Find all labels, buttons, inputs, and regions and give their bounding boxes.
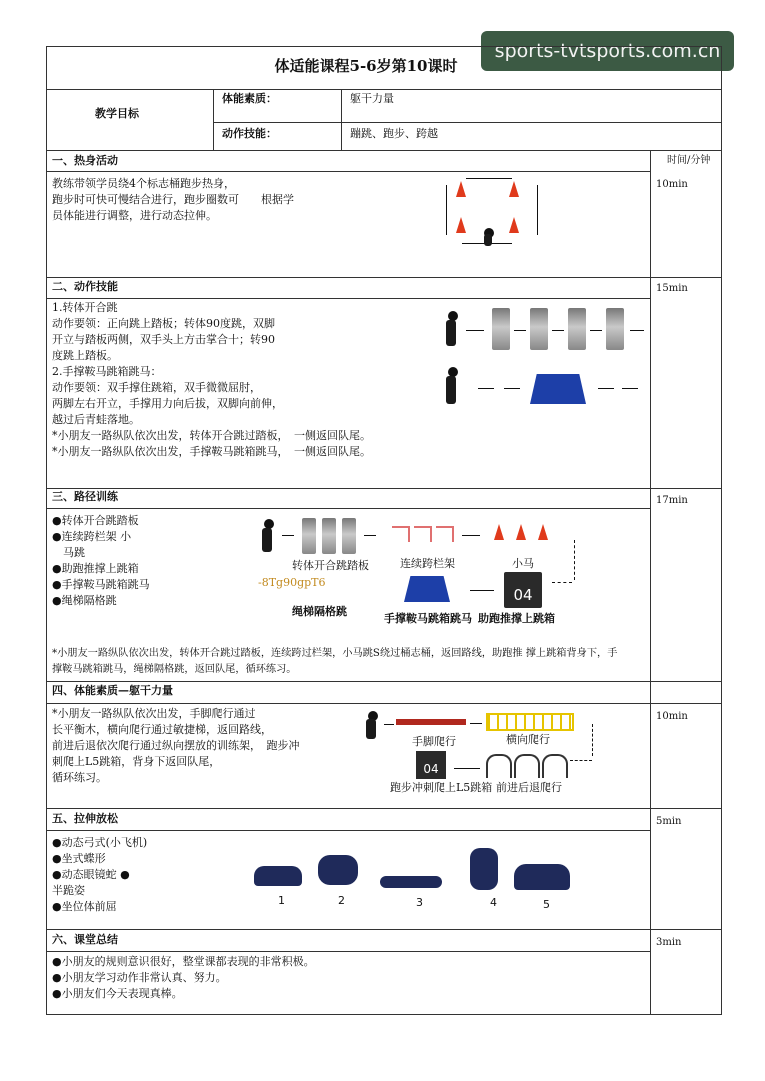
caption-box-climb: 跑步冲刺爬上L5跳箱: [390, 781, 493, 794]
goals-label: 教学目标: [95, 107, 139, 120]
list-item: ●绳梯隔格跳: [52, 594, 117, 607]
page-title: 体适能课程5-6岁第10课时: [274, 57, 458, 75]
vault-box-icon: [530, 374, 586, 404]
pose-number: 2: [338, 894, 345, 907]
list-item: ●动态弓式(小飞机): [52, 836, 148, 849]
hurdle-icon: [392, 526, 410, 542]
agility-ladder-icon: [486, 713, 574, 731]
vault-box-icon: [404, 576, 450, 602]
cone-icon: [509, 181, 519, 197]
cone-icon: [456, 181, 466, 197]
list-item: ●助跑推撑上跳箱: [52, 562, 139, 575]
text-line: 员体能进行调整，进行动态拉伸。: [52, 209, 217, 222]
pose-figure: [318, 855, 358, 885]
cone-icon: [456, 217, 466, 233]
pose-number: 1: [278, 894, 285, 907]
pose-figure: [254, 866, 302, 886]
skill-value: 蹦跳、跑步、跨越: [350, 127, 438, 140]
section-core-title: 四、体能素质—躯干力量: [52, 684, 173, 697]
text-line: 两脚左右开立，手撑用力向后拔，双脚向前伸，: [52, 397, 283, 410]
section-skills-time: 15min: [656, 283, 688, 294]
caption-pony: 小马: [512, 557, 534, 570]
caption-crawl: 手脚爬行: [412, 735, 456, 748]
list-item: 马跳: [52, 546, 85, 559]
skill-label: 动作技能：: [222, 127, 277, 140]
step-pad-icon: [302, 518, 316, 554]
section-summary-title: 六、课堂总结: [52, 933, 118, 946]
cone-icon: [509, 217, 519, 233]
crawl-arch-icon: [542, 754, 568, 778]
section-warmup-time: 10min: [656, 179, 688, 190]
pose-figure: [470, 848, 498, 890]
child-runner-body: [446, 320, 456, 346]
step-pad-icon: [530, 308, 548, 350]
text-line: 跑步时可快可慢结合进行，跑步圈数可 根据学: [52, 193, 294, 206]
text-line: *小朋友一路纵队依次出发，转体开合跳过踏板， 一侧返回队尾。: [52, 429, 371, 442]
section-skills-title: 二、动作技能: [52, 280, 118, 293]
text-line: 刺爬上L5跳箱，背身下返回队尾，: [52, 755, 221, 768]
list-item: ●小朋友的规则意识很好，整堂课都表现的非常积极。: [52, 955, 315, 968]
crawl-arch-icon: [514, 754, 540, 778]
text-line: 度跳上踏板。: [52, 349, 118, 362]
pose-figure: [380, 876, 442, 888]
step-pad-icon: [322, 518, 336, 554]
step-pad-icon: [342, 518, 356, 554]
fitness-label: 体能素质：: [222, 92, 277, 105]
list-item: ●小朋友们今天表现真棒。: [52, 987, 183, 1000]
jump-box-icon: 04: [416, 751, 446, 779]
list-item: ●连续跨栏架 小: [52, 530, 132, 543]
pose-number: 5: [543, 898, 550, 911]
caption-forward-back: 前进后退爬行: [496, 781, 562, 794]
section-path-note-2: 撑鞍马跳箱跳马，绳梯隔格跳，返回队尾，循环练习。: [52, 664, 297, 675]
text-line: 循环练习。: [52, 771, 107, 784]
list-item: 半跪姿: [52, 884, 85, 897]
section-path-note-1: *小朋友一路纵队依次出发，转体开合跳过踏板，连续跨过栏架，小马跳S绕过桶志桶，返回路线，助跑推 撑上跳箱背身下，手: [52, 648, 618, 659]
text-line: *小朋友一路纵队依次出发，手脚爬行通过: [52, 707, 256, 720]
text-line: 开立与踏板两侧，双手头上方击掌合十；转90: [52, 333, 275, 346]
text-line: 教练带领学员绕4个标志桶跑步热身，: [52, 177, 235, 190]
list-item: ●坐式蝶形: [52, 852, 106, 865]
step-pad-icon: [492, 308, 510, 350]
text-line: 前进后退依次爬行通过纵向摆放的训练架， 跑步冲: [52, 739, 300, 752]
section-summary-time: 3min: [656, 937, 682, 948]
text-line: 动作要领：正向跳上踏板；转体90度跳，双脚: [52, 317, 275, 330]
jump-box-icon: 04: [504, 572, 542, 608]
caption-hurdle: 连续跨栏架: [400, 557, 455, 570]
section-stretch-title: 五、拉伸放松: [52, 812, 118, 825]
text-line: *小朋友一路纵队依次出发，手撑鞍马跳箱跳马， 一侧返回队尾。: [52, 445, 371, 458]
caption-ladder: 绳梯隔格跳: [292, 605, 347, 618]
list-item: ●动态眼镜蛇 ●: [52, 868, 130, 881]
caption-vault: 手撑鞍马跳箱跳马: [384, 612, 472, 625]
child-runner-body: [262, 528, 272, 552]
cone-icon: [494, 524, 504, 540]
text-line: 2.手撑鞍马跳箱跳马：: [52, 365, 162, 378]
text-line: 长平衡木，横向爬行通过敏捷梯，返回路线，: [52, 723, 272, 736]
section-stretch-time: 5min: [656, 816, 682, 827]
cone-icon: [538, 524, 548, 540]
section-path-title: 三、路径训练: [52, 490, 118, 503]
pose-figure: [514, 864, 570, 890]
child-runner-body: [484, 234, 492, 246]
section-warmup-title: 一、热身活动: [52, 154, 118, 167]
balance-beam-icon: [396, 719, 466, 725]
watermark-badge: sports-tvtsports.com.cn: [481, 31, 734, 71]
crawl-arch-icon: [486, 754, 512, 778]
caption-code: -8Tg90gpT6: [258, 576, 326, 589]
step-pad-icon: [568, 308, 586, 350]
caption-step-pad: 转体开合跳踏板: [292, 559, 369, 572]
child-runner-body: [446, 376, 456, 404]
hurdle-icon: [436, 526, 454, 542]
child-runner-body: [366, 719, 376, 739]
list-item: ●转体开合跳踏板: [52, 514, 139, 527]
text-line: 越过后青蛙落地。: [52, 413, 140, 426]
list-item: ●坐位体前屈: [52, 900, 117, 913]
step-pad-icon: [606, 308, 624, 350]
fitness-value: 躯干力量: [350, 92, 394, 105]
time-header: 时间/分钟: [667, 155, 711, 166]
list-item: ●小朋友学习动作非常认真、努力。: [52, 971, 227, 984]
list-item: ●手撑鞍马跳箱跳马: [52, 578, 150, 591]
section-path-time: 17min: [656, 495, 688, 506]
caption-jump-box: 助跑推撑上跳箱: [478, 612, 555, 625]
text-line: 动作要领：双手撑住跳箱，双手微微屈肘，: [52, 381, 261, 394]
pose-number: 3: [416, 896, 423, 909]
pose-number: 4: [490, 896, 497, 909]
caption-side-crawl: 横向爬行: [506, 733, 550, 746]
text-line: 1.转体开合跳: [52, 301, 118, 314]
hurdle-icon: [414, 526, 432, 542]
section-core-time: 10min: [656, 711, 688, 722]
cone-icon: [516, 524, 526, 540]
